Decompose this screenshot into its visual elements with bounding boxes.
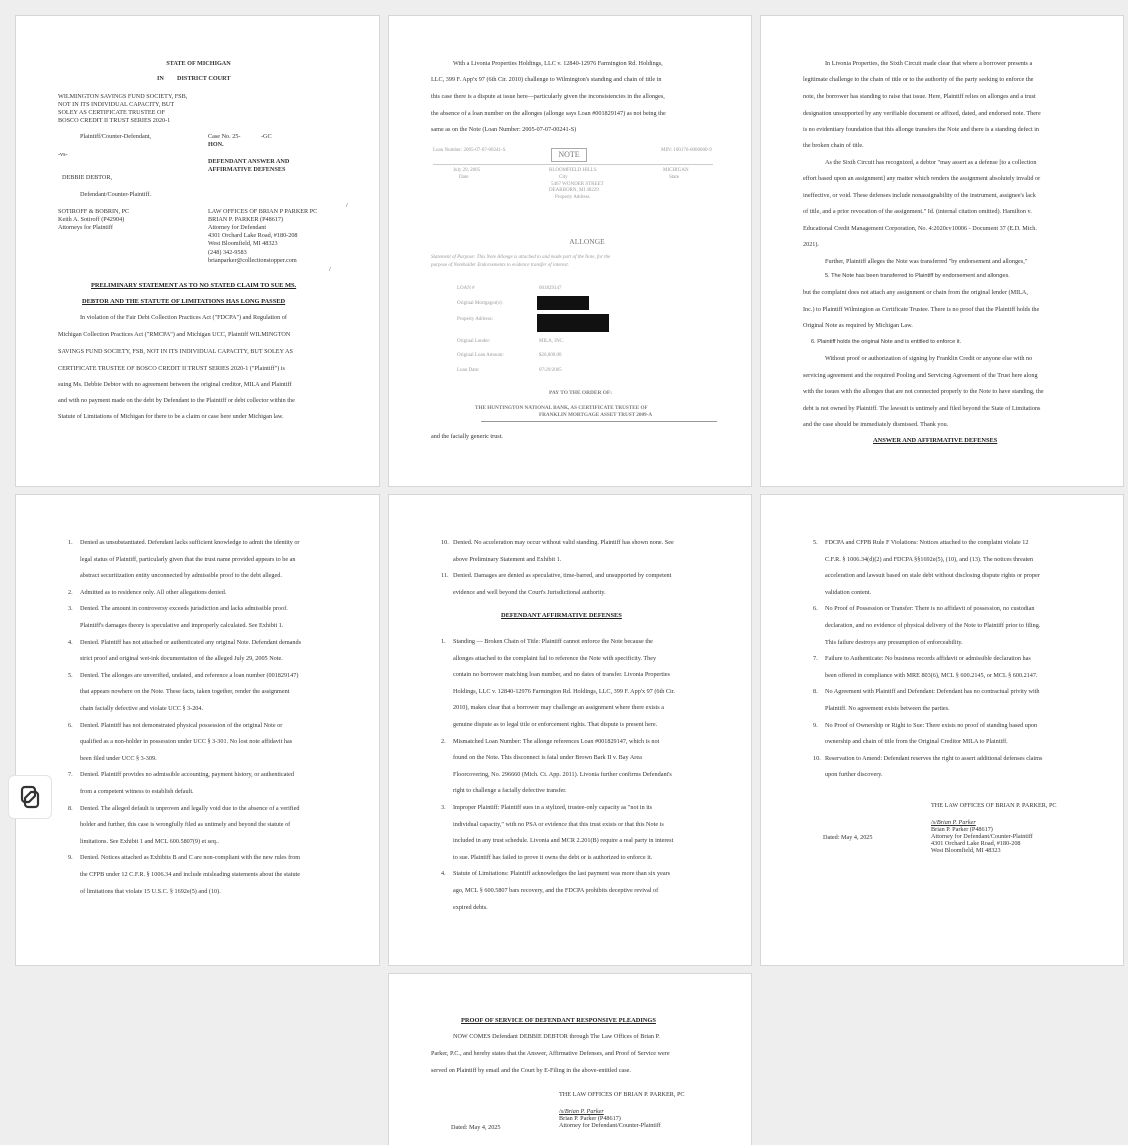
item-text-line: No Agreement with Plaintiff and Defendant: Defendant has no contractual privity with	[825, 688, 1040, 696]
p3-line-13: Further, Plaintiff alleges the Note was transferred "by endorsement and allonges,"	[825, 258, 1028, 265]
pay-to-order: PAY TO THE ORDER OF:	[549, 390, 613, 396]
allonge-field-label-amount: Original Loan Amount:	[457, 353, 504, 358]
right-counsel-3: Attorney for Defendant	[208, 224, 267, 231]
item-text-line: been offered in compliance with MRE 803(6), MCL § 600.2145, or MCL § 600.2147.	[825, 671, 1038, 679]
allonge-field-label-loan: LOAN #	[457, 286, 475, 291]
p3-line-7: As the Sixth Circuit has recognized, a debtor "may assert as a defense [to a collection	[825, 159, 1037, 166]
item-text-line: qualified as a non-holder in possession under UCC § 3-301. No lost note affidavit has	[80, 738, 293, 746]
right-counsel-1: LAW OFFICES OF BRIAN P PARKER PC	[208, 208, 318, 215]
doc-title-1: DEFENDANT ANSWER AND	[208, 158, 290, 165]
affirmative-defenses-heading: DEFENDANT AFFIRMATIVE DEFENSES	[501, 612, 622, 619]
p3-line-17: Original Note as required by Michigan Law.	[803, 322, 913, 329]
note-box: NOTE	[551, 148, 587, 162]
item-text-line: upon further discovery.	[825, 771, 883, 779]
item-text-line: Denied. Plaintiff has not attached or authenticated any original Note. Defendant demands	[80, 638, 302, 646]
p3-line-6: the broken chain of title.	[803, 142, 864, 149]
item-number: 5.	[68, 671, 73, 679]
item-text-line: Denied. Notices attached as Exhibits B and C are non-compliant with the new rules from	[80, 854, 301, 862]
body-line-1: In violation of the Fair Debt Collection Practices Act ("FDCPA") and Regulation of	[80, 314, 287, 321]
item-text-line: Mismatched Loan Number: The allonge references Loan #001829147, which is not	[453, 737, 660, 745]
item-text-line: allonges attached to the complaint fail to reference the Note with specificity. They	[453, 654, 657, 662]
document-page-6	[760, 494, 1124, 966]
right-counsel-2: BRIAN P. PARKER (P48617)	[208, 216, 284, 223]
p2-line-1: With a Livonia Properties Holdings, LLC v. 12840-12976 Farmington Rd. Holdings,	[453, 60, 663, 67]
scan-address-2: DEARBORN, MI 48229	[549, 188, 599, 193]
p7-line-1: NOW COMES Defendant DEBBIE DEBTOR through The Law Offices of Brian P.	[453, 1033, 660, 1040]
allonge-field-value-lender: MILA, INC.	[539, 339, 565, 344]
item-text-line: Failure to Authenticate: No business records affidavit or admissible declaration has	[825, 655, 1031, 663]
signature-firm: THE LAW OFFICES OF BRIAN P. PARKER, PC	[931, 802, 1057, 809]
body-line-2: Michigan Collection Practices Act ("RMCPA") and Michigan UCC, Plaintiff WILMINGTON	[58, 331, 291, 338]
court-name: DISTRICT COURT	[177, 75, 231, 82]
p3-line-19: Without proof or authorization of signing by Franklin Credit or anyone else with no	[825, 355, 1033, 362]
item-text-line: validation content.	[825, 588, 872, 596]
item-number: 10.	[813, 754, 821, 762]
p3-line-2: legitimate challenge to the chain of title or to the authority of the party seeking to enforce the	[803, 76, 1034, 83]
affirmative-defenses-list-continued	[761, 495, 1123, 965]
p3-line-22: debt is not owned by Plaintiff. The lawsuit is untimely and filed beyond the State of Limitations	[803, 405, 1041, 412]
court-in: IN	[157, 75, 164, 82]
allonge-purpose-2: purpose of Noteholder Endorsements to evidence transfer of interest.	[431, 263, 569, 268]
defendant-name: DEBBIE DEBTOR,	[62, 174, 113, 181]
signature-block-4: West Bloomfield, MI 48323	[931, 847, 1001, 854]
right-counsel-4: 4301 Orchard Lake Road, #180-208	[208, 232, 298, 239]
right-counsel-6: (248) 342-9583	[208, 249, 247, 256]
redaction-box-property	[537, 314, 609, 332]
payee-rule	[481, 421, 717, 422]
item-text-line: from a competent witness to establish default.	[80, 788, 194, 795]
p3-line-12: 2021).	[803, 241, 819, 248]
item-text-line: ago, MCL § 600.5807 bars recovery, and the FDCPA prohibits deceptive revival of	[453, 887, 659, 894]
allonge-field-label-date: Loan Date:	[457, 368, 480, 373]
judge-hon: HON.	[208, 141, 224, 148]
item-number: 6.	[68, 721, 73, 729]
redaction-box-mortgagor	[537, 296, 589, 310]
body-line-3: SAVINGS FUND SOCIETY, FSB, NOT IN ITS INDIVIDUAL CAPACITY, BUT SOLEY AS	[58, 348, 293, 355]
item-number: 4.	[441, 870, 446, 878]
document-page-1	[15, 15, 380, 487]
plaintiff-line-3: SOLEY AS CERTIFICATE TRUSTEE OF	[58, 109, 165, 116]
preliminary-heading-2: DEBTOR AND THE STATUTE OF LIMITATIONS HAS LONG PASSED	[82, 298, 286, 305]
item-text-line: of limitations that violate 15 U.S.C. § 1692e(5) and (10).	[80, 887, 221, 895]
item-text-line: acceleration and lawsuit based on stale debt without disclosing dispute rights or proper	[825, 572, 1040, 580]
answer-heading: ANSWER AND AFFIRMATIVE DEFENSES	[873, 437, 998, 444]
item-text-line: Denied. Damages are denied as speculative, time-barred, and unsupported by competent	[453, 572, 672, 580]
p7-dated-line: Dated: May 4, 2025	[451, 1124, 501, 1131]
item-number: 2.	[441, 737, 446, 745]
p3-line-5: is no evidentiary foundation that this allonge transfers the Note and there is a standing defect in	[803, 126, 1040, 133]
item-text-line: limitations. See Exhibit 1 and MCL 600.5807(9) et seq..	[80, 837, 219, 845]
allonge-field-value-date: 07/29/2005	[539, 368, 562, 373]
item-text-line: the CFPB under 12 C.F.R. § 1006.34 and include misleading statements about the statute	[80, 871, 300, 878]
case-suffix: -GC	[261, 133, 272, 140]
allonge-field-label-lender: Original Lender:	[457, 339, 491, 344]
plaintiff-line-1: WILMINGTON SAVINGS FUND SOCIETY, FSB,	[58, 93, 188, 100]
p2-line-3: this case there is a dispute at issue here—particularly given the inconsistencies in the allonges,	[431, 93, 665, 100]
plaintiff-role: Plaintiff/Counter-Defendant,	[80, 133, 152, 140]
item-text-line: Denied. No acceleration may occur without valid standing. Plaintiff has shown none. See	[453, 539, 674, 546]
scan-loan-number: Loan Number: 2005-07-07-00241-S	[433, 148, 506, 153]
court-state: STATE OF MICHIGAN	[166, 60, 231, 67]
item-text-line: Improper Plaintiff: Plaintiff sues in a stylized, trustee-only capacity as "not in its	[453, 804, 653, 811]
item-text-line: No Proof of Ownership or Right to Sue: There exists no proof of standing based upon	[825, 721, 1038, 729]
p7-signature-block-1: Brian P. Parker (P48617)	[559, 1115, 621, 1122]
item-text-line: above Preliminary Statement and Exhibit 1.	[453, 555, 562, 563]
item-number: 10.	[441, 539, 449, 546]
item-text-line: Denied. Plaintiff provides no admissible accounting, payment history, or authenticated	[80, 771, 294, 779]
item-text-line: Denied. Plaintiff has not demonstrated physical possession of the original Note or	[80, 721, 283, 729]
dated-line: Dated: May 4, 2025	[823, 834, 873, 841]
left-counsel-2: Keith A. Sotiroff (P42904)	[58, 216, 125, 223]
item-text-line: expired debts.	[453, 903, 488, 911]
item-number: 3.	[68, 605, 73, 613]
item-text-line: individual capacity," with no PSA or evidence that this trust exists or that this Note is	[453, 820, 664, 828]
item-text-line: abstract securitization entity unconnected by admissible proof to the debt alleged.	[80, 572, 282, 580]
signature-line: /s/Brian P. Parker	[931, 819, 976, 826]
slash-mark-2: /	[329, 266, 331, 273]
item-number: 2.	[68, 588, 73, 596]
answer-list	[16, 495, 379, 965]
allonge-purpose: Statement of Purpose: This Note Allonge is attached to and made part of the Note, for the	[431, 255, 611, 260]
scan-city-2: MICHIGAN	[663, 168, 689, 173]
body-line-7: Statute of Limitations of Michigan for there to be a claim or case here under Michigan law.	[58, 413, 284, 420]
document-page-4	[15, 494, 380, 966]
allonge-field-value-amount: $26,000.00	[539, 353, 562, 358]
item-text-line: declaration, and no evidence of physical delivery of the Note to Plaintiff prior to filing.	[825, 622, 1041, 629]
scan-address-1: 5467 WONDER STREET	[551, 182, 604, 187]
signature-block-2: Attorney for Defendant/Counter-Plaintiff	[931, 833, 1033, 840]
p2-tail: and the facially generic trust.	[431, 433, 503, 440]
item-text-line: legal status of Plaintiff, particularly given that the trust name provided appears to be an	[80, 555, 296, 563]
p3-line-3: note, the borrower has standing to raise that issue. Here, Plaintiff relies on allonges and a trust	[803, 93, 1036, 100]
item-text-line: strict proof and original wet-ink documentation of the alleged July 29, 2005 Note.	[80, 655, 283, 663]
item-text-line: genuine dispute as to legal title or enforcement rights. That dispute is present here.	[453, 721, 658, 728]
allonge-field-label-mortgagor: Original Mortgagor(s):	[457, 301, 503, 306]
plaintiff-line-4: BOSCO CREDIT II TRUST SERIES 2020-1	[58, 117, 171, 124]
scan-property-label: Property Address	[555, 195, 590, 200]
item-text-line: ownership and chain of title from the Original Creditor MILA to Plaintiff.	[825, 738, 1008, 746]
item-number: 9.	[813, 721, 818, 729]
item-text-line: Standing — Broken Chain of Title: Plaintiff cannot enforce the Note because the	[453, 638, 653, 645]
left-counsel-3: Attorneys for Plaintiff	[58, 224, 113, 231]
p7-signature-block-2: Attorney for Defendant/Counter-Plaintiff	[559, 1122, 661, 1129]
scan-state-label: State	[669, 175, 679, 180]
allonge-field-value-loan: 001829147	[539, 286, 562, 291]
versus: -vs-	[58, 151, 68, 158]
document-page-2	[388, 15, 752, 487]
item-text-line: Denied. The amount in controversy exceeds jurisdiction and lacks admissible proof.	[80, 605, 288, 613]
p2-line-5: same as on the Note (Loan Number: 2005-07-07-00241-S)	[431, 126, 577, 133]
p3-line-21: with the issues with the allonges that are not connected properly to the Note to have standing, the	[803, 388, 1044, 395]
item-text-line: Denied. The allonges are unverified, undated, and reference a loan number (001829147)	[80, 671, 299, 679]
item-text-line: holder and further, this case is wrongfully filed as untimely and beyond the statute of	[80, 821, 291, 829]
item-text-line: This failure destroys any presumption of enforceability.	[825, 638, 963, 646]
document-page-7	[388, 973, 752, 1145]
p3-line-1: In Livonia Properties, the Sixth Circuit made clear that where a borrower presents a	[825, 60, 1033, 67]
p7-firm: THE LAW OFFICES OF BRIAN P. PARKER, PC	[559, 1091, 685, 1098]
p2-line-2: LLC, 399 F. App'x 97 (6th Cir. 2010) challenge to Wilmington's standing and chain of title in	[431, 76, 662, 83]
p3-line-10: of title, and a prior revocation of the assignment." Id. (internal citation omitted). Hamilton v.	[803, 208, 1032, 215]
right-counsel-7: brianparker@collectionstopper.com	[208, 257, 297, 264]
item-text-line: right to challenge a facially defective transfer.	[453, 787, 567, 795]
plaintiff-line-2: NOT IN ITS INDIVIDUAL CAPACITY, BUT	[58, 101, 175, 108]
scan-date: July 29, 2005	[453, 168, 481, 173]
preliminary-heading-1: PRELIMINARY STATEMENT AS TO NO STATED CLAIM TO SUE MS.	[91, 282, 297, 289]
item-text-line: found on the Note. This disconnect is fatal under Brown Bark II v. Bay Area	[453, 754, 642, 762]
doc-title-2: AFFIRMATIVE DEFENSES	[208, 166, 286, 173]
p3-line-11: Educational Credit Management Corporation, No. 4:2020cv10006 - Document 37 (E.D. Mich.	[803, 225, 1037, 232]
item-number: 7.	[68, 771, 73, 779]
defendant-role: Defendant/Counter-Plaintiff.	[80, 191, 152, 198]
p3-line-23: and the case should be immediately dismissed. Thank you.	[803, 421, 949, 428]
body-line-5: suing Ms. Debbie Debtor with no agreement between the original creditor, MILA and Plaintiff	[58, 381, 292, 388]
item-text-line: Floorcovering, No. 296660 (Mich. Ct. App. 2011). Livonia further confirms Defendant's	[453, 770, 672, 778]
p3-line-18: 6. Plaintiff holds the original Note and is entitled to enforce it.	[811, 339, 962, 345]
p7-signature-line: /s/Brian P. Parker	[559, 1108, 604, 1115]
item-number: 9.	[68, 854, 73, 862]
item-text-line: evidence and well beyond the Court's Jurisdictional authority.	[453, 588, 606, 596]
document-page-5	[388, 494, 752, 966]
p3-line-16: Inc.) to Plaintiff Wilmington as Certificate Trustee. There is no proof that the Plaintiff holds the	[803, 306, 1040, 313]
item-text-line: Admitted as to residence only. All other allegations denied.	[80, 588, 227, 596]
case-number: Case No. 25-	[208, 133, 241, 140]
p7-line-3: served on Plaintiff by email and the Court by E-Filing in the above-entitled case.	[431, 1067, 631, 1074]
item-text-line: C.F.R. § 1006.34(d)(2) and FDCPA §§1692e(5), (10), and (13). The notices threaten	[825, 555, 1034, 563]
item-number: 4.	[68, 638, 73, 646]
item-text-line: Reservation to Amend: Defendant reserves the right to assert additional defenses claims	[825, 754, 1043, 762]
item-text-line: Plaintiff. No agreement exists between the parties.	[825, 705, 950, 712]
item-number: 8.	[68, 804, 73, 812]
payee-line-2: FRANKLIN MORTGAGE ASSET TRUST 2009-A	[539, 412, 653, 418]
item-number: 1.	[441, 638, 446, 645]
p7-line-2: Parker, P.C., and hereby states that the Answer, Affirmative Defenses, and Proof of Service were	[431, 1050, 670, 1057]
item-text-line: No Proof of Possession or Transfer: There is no affidavit of possession, no custodian	[825, 605, 1035, 613]
item-text-line: that appears nowhere on the Note. These facts, taken together, render the assignment	[80, 688, 290, 696]
item-number: 6.	[813, 605, 818, 613]
left-counsel-1: SOTIROFF & BOBRIN, PC	[58, 208, 130, 215]
p3-line-9: ineffective, or void. These defenses include nonassignability of the instrument, assignee's lack	[803, 192, 1036, 199]
proof-of-service-heading: PROOF OF SERVICE OF DEFENDANT RESPONSIVE PLEADINGS	[461, 1017, 656, 1024]
item-text-line: chain facially defective and violate UCC § 3-204.	[80, 705, 204, 712]
item-text-line: been filed under UCC § 3-309.	[80, 754, 157, 762]
body-line-4: CERTIFICATE TRUSTEE OF BOSCO CREDIT II TRUST SERIES 2020-1 ("Plaintiff") is	[58, 365, 285, 372]
body-line-6: and with no payment made on the debt by Defendant to the Plaintiff or debt collector within the	[58, 397, 295, 404]
copilot-button[interactable]	[8, 775, 52, 819]
item-text-line: Denied. The alleged default is unproven and legally void due to the absence of a verified	[80, 804, 300, 812]
document-page-3	[760, 15, 1124, 487]
p3-line-8: effort based upon an assignment] any matter which renders the assignment absolutely invalid or	[803, 175, 1041, 182]
allonge-field-label-property: Property Address:	[457, 317, 493, 322]
item-text-line: Holdings, LLC v. 12840-12976 Farmington Rd. Holdings, LLC, 399 F. App'x 97 (6th Cir.	[453, 687, 675, 695]
scan-rule	[433, 164, 713, 165]
p3-line-4: designation unsupported by any verifiable document or affixed, dated, and endorsed note. There	[803, 110, 1041, 117]
item-text-line: FDCPA and CFPB Rule F Violations: Notices attached to the complaint violate 12	[825, 539, 1029, 546]
slash-mark: /	[346, 202, 348, 209]
item-text-line: Plaintiff's damages theory is speculative and improperly calculated. See Exhibit 1.	[80, 622, 284, 629]
payee-line-1: THE HUNTINGTON NATIONAL BANK, AS CERTIFICATE TRUSTEE OF	[475, 405, 648, 411]
signature-block-1: Brian P. Parker (P48617)	[931, 826, 993, 833]
scan-city-1: BLOOMFIELD HILLS	[549, 168, 597, 173]
p2-line-4: the absence of a loan number on the allonges (allonge says Loan #001829147) as not being the	[431, 110, 666, 117]
p3-line-14: 5. The Note has been transferred to Plaintiff by endorsement and allonges.	[825, 273, 1010, 279]
item-number: 11.	[441, 572, 449, 580]
item-text-line: Denied as unsubstantiated. Defendant lacks sufficient knowledge to admit the identity or	[80, 539, 300, 546]
item-number: 8.	[813, 688, 818, 696]
p3-line-20: servicing agreement and the required Pooling and Servicing Agreement of the Trust here along	[803, 372, 1038, 379]
scanned-note-image	[429, 144, 719, 204]
item-text-line: Statute of Limitations: Plaintiff acknowledges the last payment was more than six years	[453, 870, 671, 878]
p3-line-15: but the complaint does not attach any assignment or chain from the original lender (MILA,	[803, 289, 1028, 296]
scan-date-label: Date	[459, 175, 469, 180]
item-number: 3.	[441, 804, 446, 811]
allonge-title: ALLONGE	[569, 237, 605, 246]
item-number: 5.	[813, 539, 818, 546]
item-number: 1.	[68, 539, 73, 546]
scan-min: MIN: 100176-0000000-9	[661, 148, 712, 153]
right-counsel-5: West Bloomfield, MI 48323	[208, 240, 278, 247]
item-text-line: 2010), makes clear that a borrower may challenge an assignment where there exists a	[453, 704, 664, 712]
item-text-line: to sue. Plaintiff has failed to prove it owns the debt or is authorized to enforce it.	[453, 853, 653, 861]
item-number: 7.	[813, 655, 818, 663]
copilot-icon	[9, 776, 51, 818]
affirmative-defenses-list	[389, 495, 751, 965]
scan-city-label: City	[559, 175, 568, 180]
item-text-line: contain no borrower matching loan number, and no dates of transfer. Livonia Properties	[453, 671, 670, 679]
item-text-line: included in any trust schedule. Livonia and MCR 2.201(B) require a real party in interest	[453, 837, 674, 845]
signature-block-3: 4301 Orchard Lake Road, #180-208	[931, 840, 1021, 847]
